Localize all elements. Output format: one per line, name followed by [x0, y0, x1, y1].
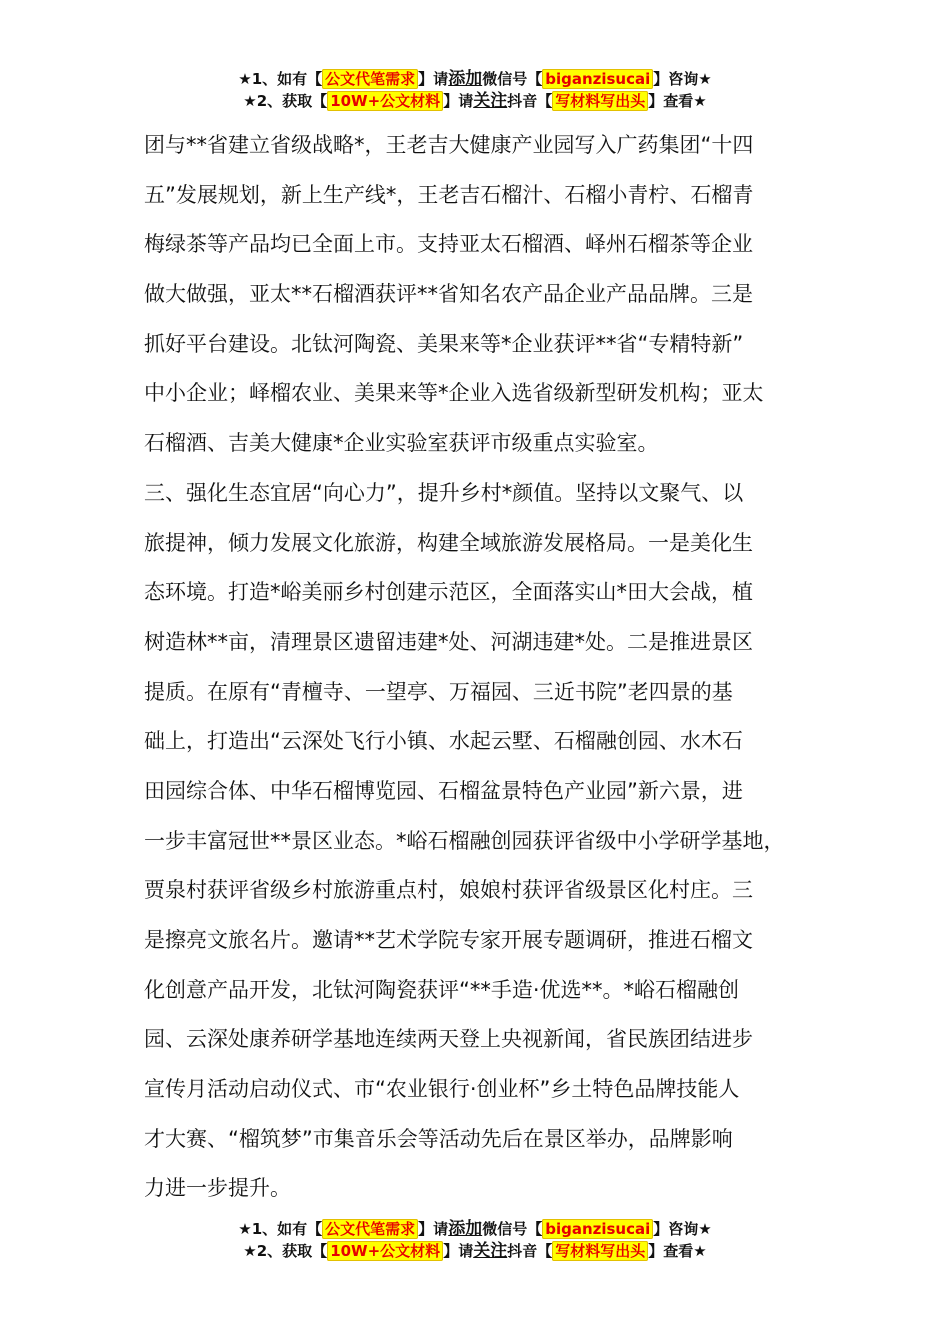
banner-highlight: 10W+公文材料: [327, 91, 443, 111]
body-line: 旅提神，倾力发展文化旅游，构建全域旅游发展格局。一是美化生: [144, 530, 753, 555]
body-line: 中小企业；峄榴农业、美果来等*企业入选省级新型研发机构；亚太: [144, 381, 764, 406]
body-line: 化创意产品开发，北钛河陶瓷获评“**手造·优选**。*峪石榴融创: [144, 977, 740, 1002]
banner-text: 抖音【: [507, 1242, 553, 1260]
bottom-banner: [0, 1218, 950, 1262]
banner-text: 】请: [418, 70, 449, 88]
body-line: 一步丰富冠世**景区业态。*峪石榴融创园获评省级中小学研学基地，: [144, 828, 785, 853]
banner-line-1: [0, 1218, 950, 1240]
banner-text: 】查看★: [648, 1242, 707, 1260]
body-line: 础上，打造出“云深处飞行小镇、水起云墅、石榴融创园、水木石: [144, 729, 743, 754]
body-line: 才大赛、“榴筑梦”市集音乐会等活动先后在景区举办，品牌影响: [144, 1126, 733, 1151]
body-line: 团与**省建立省级战略*，王老吉大健康产业园写入广药集团“十四: [144, 133, 754, 157]
banner-line-2: [0, 90, 950, 112]
banner-highlight: 公文代笔需求: [322, 1219, 418, 1239]
banner-underline: 关注: [473, 1241, 508, 1261]
body-line: 石榴酒、吉美大健康*企业实验室获评市级重点实验室。: [144, 431, 659, 456]
banner-text: 】请: [443, 1242, 474, 1260]
body-line: 宣传月活动启动仪式、市“农业银行·创业杯”乡土特色品牌技能人: [144, 1077, 740, 1102]
body-line: 力进一步提升。: [144, 1176, 291, 1201]
body-line: 梅绿茶等产品均已全面上市。支持亚太石榴酒、峄州石榴茶等企业: [144, 232, 753, 257]
banner-highlight: 公文代笔需求: [322, 69, 418, 89]
banner-highlight: 写材料写出头: [552, 91, 648, 111]
banner-text: 】咨询★: [653, 1220, 712, 1238]
banner-text: 抖音【: [507, 92, 553, 110]
banner-text: ★1、如有【: [238, 70, 323, 88]
body-line: 做大做强，亚太**石榴酒获评**省知名农产品企业产品品牌。三是: [144, 282, 753, 307]
banner-line-2: [0, 1240, 950, 1262]
banner-text: 微信号【: [482, 1220, 543, 1238]
body-line: 提质。在原有“青檀寺、一望亭、万福园、三近书院”老四景的基: [144, 679, 733, 704]
body-line: 抓好平台建设。北钛河陶瓷、美果来等*企业获评**省“专精特新”: [144, 331, 744, 356]
banner-text: ★2、获取【: [243, 1242, 328, 1260]
document-body: [144, 121, 824, 1214]
banner-text: 】咨询★: [653, 70, 712, 88]
body-line: 五”发展规划，新上生产线*，王老吉石榴汁、石榴小青柠、石榴青: [144, 182, 754, 207]
body-line: 田园综合体、中华石榴博览园、石榴盆景特色产业园”新六景，进: [144, 778, 743, 803]
banner-text: 微信号【: [482, 70, 543, 88]
body-line: 三、强化生态宜居“向心力”，提升乡村*颜值。坚持以文聚气、以: [144, 480, 744, 505]
top-banner: [0, 68, 950, 112]
banner-text: 】查看★: [648, 92, 707, 110]
body-line: 是擦亮文旅名片。邀请**艺术学院专家开展专题调研，推进石榴文: [144, 928, 753, 952]
banner-underline: 添加: [448, 69, 483, 89]
banner-text: 】请: [418, 1220, 449, 1238]
banner-text: ★1、如有【: [238, 1220, 323, 1238]
banner-text: ★2、获取【: [243, 92, 328, 110]
body-line: 树造林**亩，清理景区遗留违建*处、河湖违建*处。二是推进景区: [144, 629, 753, 654]
banner-underline: 添加: [448, 1219, 483, 1239]
banner-text: 】请: [443, 92, 474, 110]
banner-highlight: biganzisucai: [542, 69, 653, 89]
banner-highlight: biganzisucai: [542, 1219, 653, 1239]
body-line: 园、云深处康养研学基地连续两天登上央视新闻，省民族团结进步: [144, 1027, 753, 1052]
banner-highlight: 10W+公文材料: [327, 1241, 443, 1261]
banner-underline: 关注: [473, 91, 508, 111]
body-line: 态环境。打造*峪美丽乡村创建示范区，全面落实山*田大会战，植: [144, 580, 753, 605]
banner-line-1: [0, 68, 950, 90]
body-line: 贾泉村获评省级乡村旅游重点村，娘娘村获评省级景区化村庄。三: [144, 878, 753, 903]
banner-highlight: 写材料写出头: [552, 1241, 648, 1261]
